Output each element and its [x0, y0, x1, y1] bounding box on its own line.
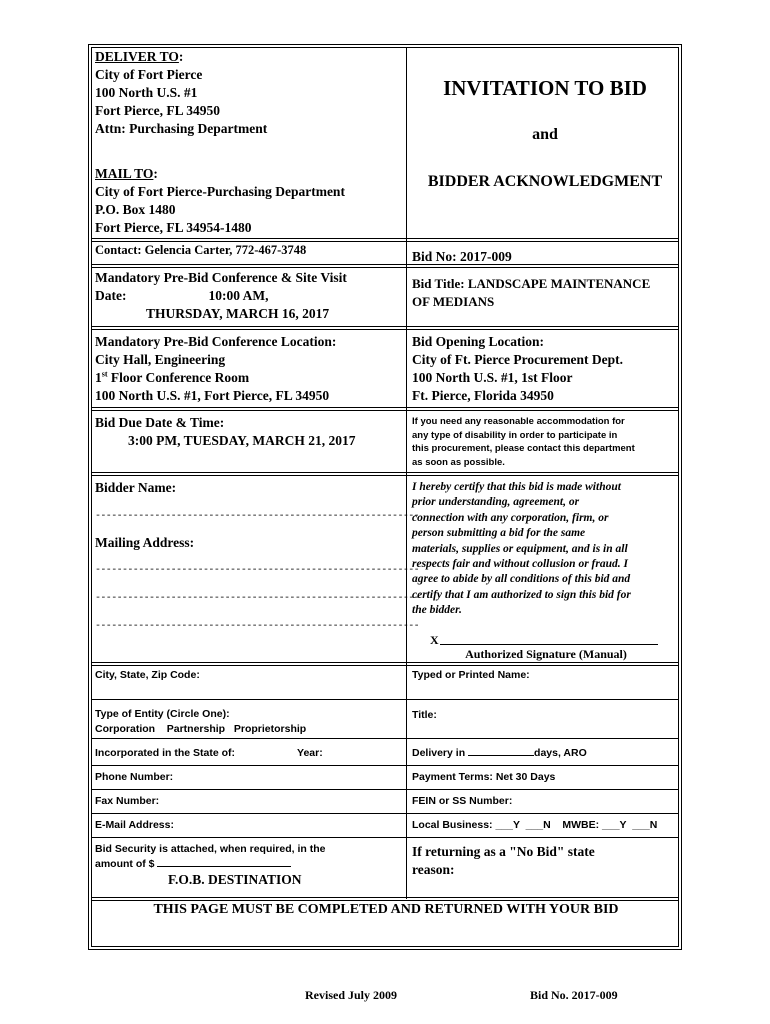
contact-info: Contact: Gelencia Carter, 772-467-3748 — [95, 243, 307, 257]
entity-type — [95, 707, 401, 737]
certification-line: person submitting a bid for the same — [412, 527, 586, 540]
bid-security-line: Bid Security is attached, when required, in the — [95, 843, 326, 855]
fob-destination: F.O.B. DESTINATION — [168, 872, 302, 887]
bid-security-prefix: amount of $ — [95, 858, 158, 870]
row-divider — [92, 738, 678, 739]
row-divider — [92, 813, 678, 814]
incorporated-row — [95, 746, 401, 761]
certification-line: certify that I am authorized to sign this bid for — [412, 588, 631, 601]
delivery-suffix: days, ARO — [534, 747, 587, 759]
mail-to-line: P.O. Box 1480 — [95, 202, 176, 217]
year-label: Year: — [297, 747, 323, 759]
bid-security — [95, 842, 401, 872]
floor-suffix: st — [101, 369, 108, 379]
row-divider — [92, 837, 678, 838]
document-title: INVITATION TO BID — [443, 76, 647, 100]
certification-line: agree to abide by all conditions of this bid and — [412, 573, 631, 586]
deliver-to-block: DELIVER TO: City of Fort Pierce 100 North U.S. #1 Fort Pierce, FL 34950 Attn: Purchasing Department — [95, 48, 401, 138]
opening-location-line: City of Ft. Pierce Procurement Dept. — [412, 352, 624, 367]
floor-text: Floor Conference Room — [107, 370, 250, 385]
deliver-to-line: Fort Pierce, FL 34950 — [95, 103, 220, 118]
bid-number: Bid No: 2017-009 — [412, 249, 512, 264]
deliver-to-label: DELIVER TO — [95, 49, 179, 64]
row-divider — [92, 472, 678, 473]
form-border — [88, 44, 682, 950]
certification-line: materials, supplies or equipment, and is in all — [412, 542, 628, 555]
incorporated-label: Incorporated in the State of: — [95, 747, 236, 759]
opening-location-line: Bid Opening Location: — [412, 334, 545, 349]
mailing-address-line[interactable]: ------------------------------------------------------------ — [95, 565, 420, 576]
title-and: and — [532, 126, 558, 143]
certification-line: prior understanding, agreement, or — [412, 496, 580, 509]
form-inner-border — [91, 47, 679, 947]
entity-type-label: Type of Entity (Circle One): — [95, 708, 230, 720]
no-bid-line: If returning as a "No Bid" state — [412, 844, 595, 859]
pre-bid-line: Mandatory Pre-Bid Conference & Site Visit — [95, 270, 347, 285]
bid-security-amount-blank[interactable] — [157, 866, 291, 867]
delivery-prefix: Delivery in — [412, 747, 469, 759]
certification-line: respects fair and without collusion or fraud. I — [412, 558, 628, 571]
bid-due-value: 3:00 PM, TUESDAY, MARCH 21, 2017 — [128, 433, 356, 448]
certification-text — [412, 480, 678, 619]
conference-location-line: 100 North U.S. #1, Fort Pierce, FL 34950 — [95, 388, 330, 403]
pre-bid-date-label: Date: — [95, 288, 127, 303]
accommodation-notice — [412, 415, 678, 469]
typed-name-label: Typed or Printed Name: — [412, 669, 530, 681]
pre-bid-time: 10:00 AM, — [208, 288, 269, 303]
accommodation-line: as soon as possible. — [412, 456, 505, 468]
row-divider — [92, 789, 678, 790]
mail-to-label: MAIL TO — [95, 166, 154, 181]
no-bid-line: reason: — [412, 862, 455, 877]
pre-bid-day: THURSDAY, MARCH 16, 2017 — [146, 306, 330, 321]
city-state-zip-label: City, State, Zip Code: — [95, 669, 200, 681]
no-bid — [412, 843, 678, 879]
bid-title — [412, 275, 678, 311]
entity-type-options[interactable]: Corporation Partnership Proprietorship — [95, 723, 307, 735]
certification-line: connection with any corporation, firm, or — [412, 511, 609, 524]
conference-location-line: City Hall, Engineering — [95, 352, 226, 367]
certification-line: I hereby certify that this bid is made without — [412, 481, 621, 493]
mail-to-line: City of Fort Pierce-Purchasing Department — [95, 184, 345, 199]
mail-to-line: Fort Pierce, FL 34954-1480 — [95, 220, 252, 235]
pre-bid-conference — [95, 269, 401, 323]
accommodation-line: this procurement, please contact this department — [412, 443, 635, 454]
fax-label: Fax Number: — [95, 795, 160, 807]
document-subtitle: BIDDER ACKNOWLEDGMENT — [427, 173, 663, 190]
bid-title-line: Bid Title: LANDSCAPE MAINTENANCE — [412, 276, 651, 291]
conference-location-line: Mandatory Pre-Bid Conference Location: — [95, 334, 337, 349]
floor-number: 1 — [95, 370, 102, 385]
mailing-address-line[interactable]: ------------------------------------------------------------ — [95, 621, 420, 632]
bid-due — [95, 414, 401, 450]
deliver-to-line: 100 North U.S. #1 — [95, 85, 198, 100]
opening-location-line: Ft. Pierce, Florida 34950 — [412, 388, 554, 403]
delivery-days-blank[interactable] — [468, 755, 534, 756]
column-divider — [406, 48, 407, 899]
mailing-address-label: Mailing Address: — [95, 535, 195, 550]
row-divider — [92, 326, 678, 327]
fein-label: FEIN or SS Number: — [412, 795, 513, 807]
local-business[interactable]: Local Business: ___Y ___N MWBE: ___Y ___N — [412, 819, 658, 831]
opening-location — [412, 333, 678, 405]
certification-line: the bidder. — [412, 604, 462, 617]
revised-date: Revised July 2009 — [305, 988, 398, 1002]
opening-location-line: 100 North U.S. #1, 1st Floor — [412, 370, 573, 385]
title-label: Title: — [412, 709, 437, 721]
bid-due-label: Bid Due Date & Time: — [95, 415, 225, 430]
accommodation-line: any type of disability in order to participate in — [412, 429, 618, 441]
bid-title-line: OF MEDIANS — [412, 294, 495, 309]
row-divider — [92, 897, 678, 898]
footer-bid-number: Bid No. 2017-009 — [530, 988, 618, 1002]
signature-x: X — [430, 633, 439, 647]
row-divider — [92, 238, 678, 239]
signature-label: Authorized Signature (Manual) — [465, 647, 627, 661]
bidder-name-line[interactable]: ------------------------------------------------------------ — [95, 511, 420, 522]
deliver-to-line: City of Fort Pierce — [95, 67, 203, 82]
must-complete-notice: THIS PAGE MUST BE COMPLETED AND RETURNED WITH YOUR BID — [153, 902, 619, 917]
row-divider — [92, 765, 678, 766]
phone-label: Phone Number: — [95, 771, 174, 783]
row-divider — [92, 407, 678, 408]
mailing-address-line[interactable]: ------------------------------------------------------------ — [95, 593, 420, 604]
email-label: E-Mail Address: — [95, 819, 174, 831]
bidder-name-label: Bidder Name: — [95, 480, 177, 495]
deliver-to-line: Attn: Purchasing Department — [95, 121, 268, 136]
mail-to-block: MAIL TO: City of Fort Pierce-Purchasing Department P.O. Box 1480 Fort Pierce, FL 34954-1480 — [95, 165, 401, 237]
delivery-row — [412, 746, 678, 761]
payment-terms: Payment Terms: Net 30 Days — [412, 771, 556, 783]
accommodation-line: If you need any reasonable accommodation for — [412, 416, 625, 427]
conference-location — [95, 333, 401, 405]
row-divider — [92, 699, 678, 700]
